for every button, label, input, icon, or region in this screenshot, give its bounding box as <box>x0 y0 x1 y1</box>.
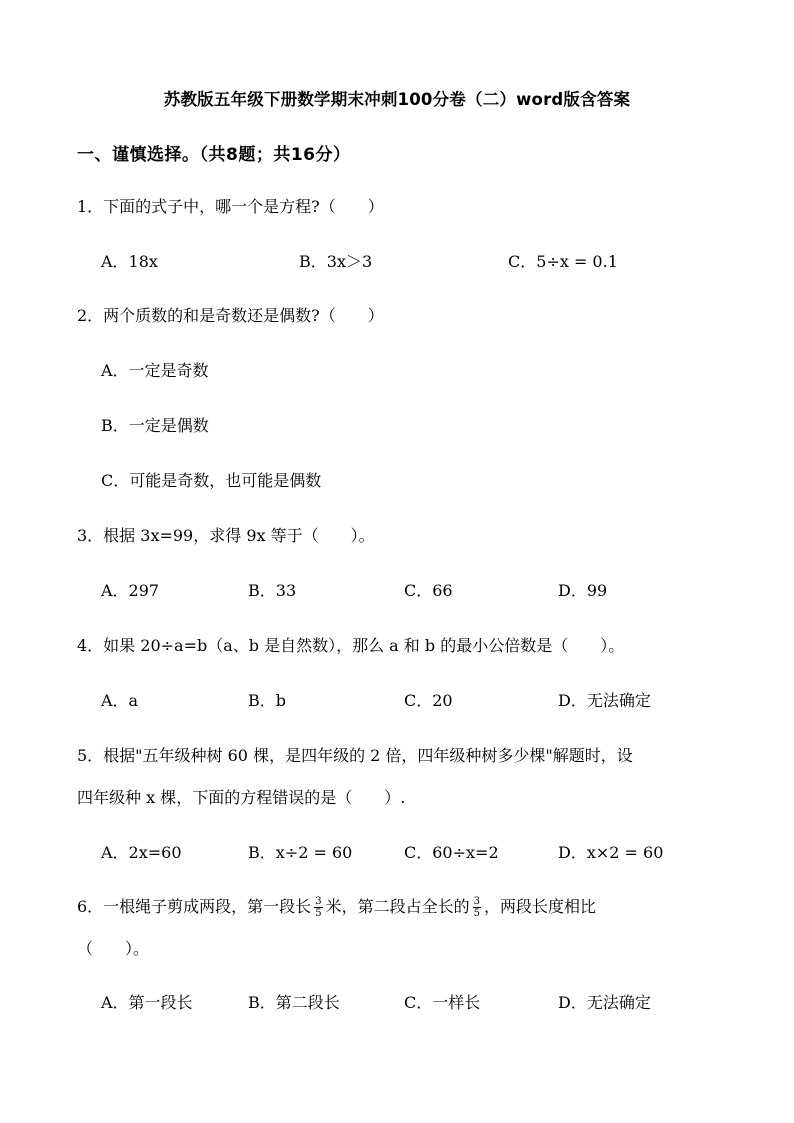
question-5-stem-line-1: 5．根据"五年级种树 60 棵，是四年级的 2 倍，四年级种树多少棵"解题时，设 <box>77 746 633 765</box>
fraction-denominator: 5 <box>473 908 480 919</box>
question-6-stem-part-a: 6．一根绳子剪成两段，第一段长 <box>77 897 312 916</box>
question-5-option-c: C．60÷x=2 <box>404 843 499 862</box>
question-6-stem-line-1 <box>77 894 596 919</box>
question-6-stem-part-b: 米，第二段占全长的 <box>325 897 470 916</box>
question-1-option-c: C．5÷x = 0.1 <box>508 252 618 271</box>
question-3-option-d: D．99 <box>558 581 608 600</box>
question-5-option-a: A．2x=60 <box>101 843 182 862</box>
question-4-option-b: B．b <box>248 691 287 710</box>
question-3-stem: 3．根据 3x=99，求得 9x 等于（ ）。 <box>77 526 375 545</box>
page-title: 苏教版五年级下册数学期末冲刺100分卷（二）word版含答案 <box>163 90 631 109</box>
section-heading: 一、谨慎选择。（共8题；共16分） <box>77 145 351 165</box>
fraction-three-fifths <box>314 896 322 919</box>
question-6-stem-line-2: （ ）。 <box>77 939 150 958</box>
question-4-stem: 4．如果 20÷a=b（a、b 是自然数），那么 a 和 b 的最小公倍数是（ ）。 <box>77 636 625 655</box>
question-2-stem: 2．两个质数的和是奇数还是偶数?（ ） <box>77 306 384 325</box>
question-5-option-d: D．x×2 = 60 <box>558 843 664 862</box>
question-6-option-d: D．无法确定 <box>558 993 651 1012</box>
fraction-numerator: 3 <box>315 896 322 907</box>
question-5-stem-line-2: 四年级种 x 棵，下面的方程错误的是（ ）. <box>77 788 406 807</box>
fraction-denominator: 5 <box>315 908 322 919</box>
question-1-stem: 1．下面的式子中，哪一个是方程?（ ） <box>77 197 384 216</box>
question-3-option-b: B．33 <box>248 581 297 600</box>
question-1-option-a: A．18x <box>101 252 158 271</box>
question-6-option-c: C．一样长 <box>404 993 481 1012</box>
question-1-option-b: B．3x＞3 <box>299 252 373 271</box>
question-3-option-a: A．297 <box>101 581 160 600</box>
question-3-option-c: C．66 <box>404 581 453 600</box>
question-5-option-b: B．x÷2 = 60 <box>248 843 353 862</box>
question-2-option-a: A．一定是奇数 <box>101 361 209 380</box>
question-2-option-b: B．一定是偶数 <box>101 416 209 435</box>
question-4-option-a: A．a <box>101 691 139 710</box>
question-6-stem-part-c: ，两段长度相比 <box>483 897 596 916</box>
question-4-option-d: D．无法确定 <box>558 691 651 710</box>
fraction-numerator: 3 <box>473 896 480 907</box>
question-4-option-c: C．20 <box>404 691 453 710</box>
question-6-option-a: A．第一段长 <box>101 993 193 1012</box>
fraction-three-fifths <box>473 896 481 919</box>
question-2-option-c: C．可能是奇数，也可能是偶数 <box>101 471 322 490</box>
question-6-option-b: B．第二段长 <box>248 993 340 1012</box>
